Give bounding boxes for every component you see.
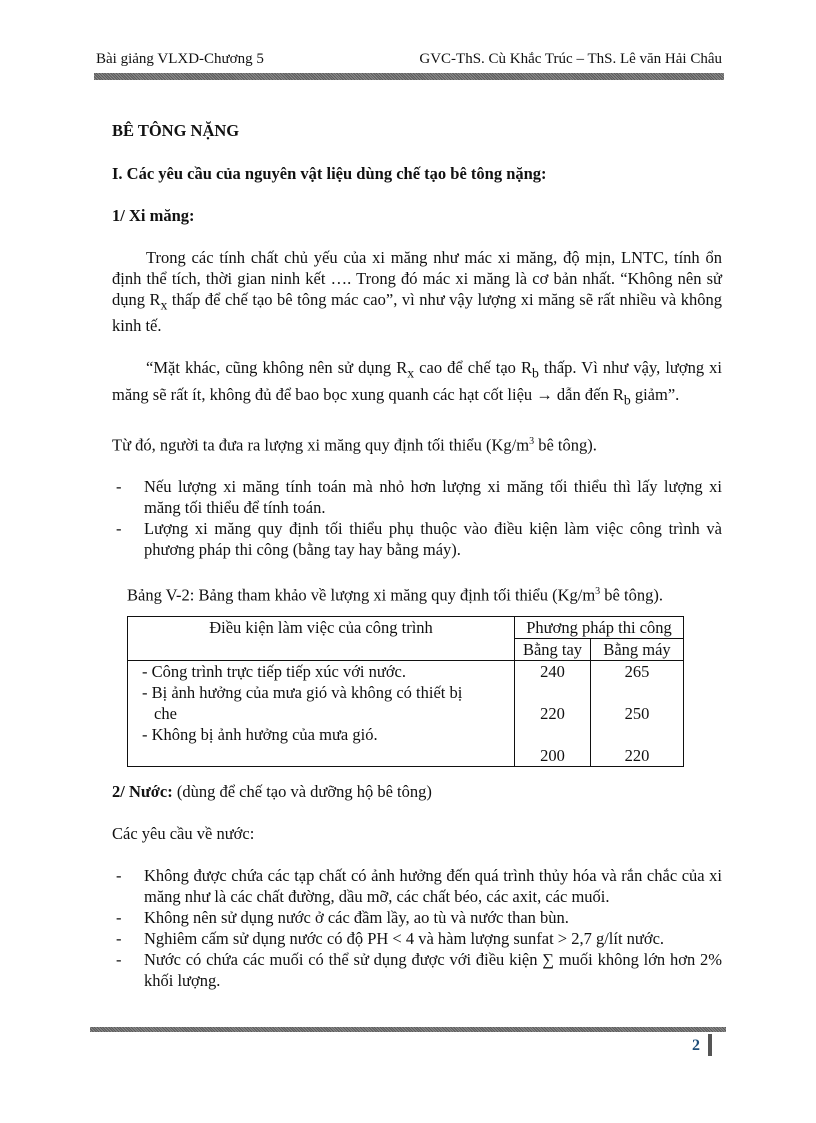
table-cell: 240 <box>540 661 565 681</box>
list-item: - Nghiêm cấm sử dụng nước có độ PH < 4 và hàm lượng sunfat > 2,7 g/lít nước. <box>116 928 665 948</box>
table-condition-line: che <box>154 703 177 723</box>
table-condition-line: - Bị ảnh hưởng của mưa gió và không có thiết bị <box>142 682 463 702</box>
header-course-title: Bài giảng VLXD-Chương 5 <box>96 51 264 67</box>
list-item: - Không nên sử dụng nước ở các đầm lầy, ao tù và nước than bùn. <box>116 907 569 927</box>
table-machine-values <box>591 660 684 766</box>
cement-minimum-table <box>127 616 684 767</box>
page-number-bar <box>708 1034 712 1056</box>
list-item: - Lượng xi măng quy định tối thiểu phụ thuộc vào điều kiện làm việc công trình và phương pháp thi công (bằng tay hay bằng máy). <box>116 519 722 560</box>
table-caption: Bảng V-2: Bảng tham khảo về lượng xi măng quy định tối thiểu ($Kg/m^3$ bê tông). <box>127 585 663 605</box>
water-intro: Các yêu cầu về nước: <box>112 823 255 843</box>
table-cell <box>591 724 683 745</box>
table-cell: 200 <box>540 745 565 765</box>
table-cell: 220 <box>540 703 565 723</box>
footer-divider <box>90 1027 726 1032</box>
table-condition-line: - Công trình trực tiếp tiếp xúc với nước. <box>142 661 406 681</box>
water-bullet-list <box>112 865 722 991</box>
cement-heading: 1/ Xi măng: <box>112 206 195 225</box>
table-conditions-cell <box>128 660 515 766</box>
cement-paragraph-3: Từ đó, người ta đưa ra lượng xi măng quy định tối thiểu ($Kg/m^3$ bê tông). <box>112 435 597 455</box>
header-divider <box>94 73 724 80</box>
table-cell <box>591 682 683 703</box>
table-header-machine: Bằng máy <box>591 638 684 660</box>
table-header-manual: Bằng tay <box>515 638 591 660</box>
page-body <box>112 120 722 1012</box>
list-item: - Nước có chứa các muối có thể sử dụng được với điều kiện ∑ muối không lớn hơn 2% khối lượng. <box>116 949 722 990</box>
table-cell: 265 <box>624 661 650 681</box>
page-number: 2 <box>692 1037 700 1054</box>
document-title: BÊ TÔNG NẶNG <box>112 121 240 140</box>
table-header-method: Phương pháp thi công <box>515 616 684 638</box>
table-cell <box>515 724 590 745</box>
water-heading: 2/ Nước: (dùng để chế tạo và dưỡng hộ bê tông) <box>112 781 432 801</box>
list-item: - Không được chứa các tạp chất có ảnh hưởng đến quá trình thủy hóa và rắn chắc của xi măng như là các chất đường, dầu mỡ, các chất béo, các axit, các muối. <box>116 865 722 906</box>
header-authors: GVC-ThS. Cù Khắc Trúc – ThS. Lê văn Hải Châu <box>419 51 722 67</box>
table-cell: 220 <box>624 745 650 765</box>
table-header-condition: Điều kiện làm việc của công trình <box>128 616 515 660</box>
cement-paragraph-1: Trong các tính chất chủ yếu của xi măng như mác xi măng, độ mịn, LNTC, tính ổn định thể tích, thời gian ninh kết …. Trong đó mác xi măng là cơ bản nhất. “Không nên sử dụng $R_x$ thấp để chế tạo bê tông mác cao”, vì như vậy lượng xi măng sẽ rất nhiều và không kinh tế. <box>112 248 722 336</box>
list-item: - Nếu lượng xi măng tính toán mà nhỏ hơn lượng xi măng tối thiểu thì lấy lượng xi măng tối thiểu để tính toán. <box>116 477 722 518</box>
table-cell <box>515 682 590 703</box>
cement-paragraph-2: “Mặt khác, cũng không nên sử dụng $R_x$ cao để chế tạo $R_b$ thấp. Vì như vậy, lượng xi măng sẽ rất ít, không đủ để bao bọc xung quanh các hạt cốt liệu → dẫn đến $R_b$ giảm”. <box>112 358 723 407</box>
section-heading: I. Các yêu cầu của nguyên vật liệu dùng chế tạo bê tông nặng: <box>112 164 547 183</box>
cement-bullet-list <box>112 476 722 560</box>
table-manual-values <box>515 660 591 766</box>
table-condition-line: - Không bị ảnh hưởng của mưa gió. <box>142 724 378 744</box>
table-cell: 250 <box>624 703 650 723</box>
